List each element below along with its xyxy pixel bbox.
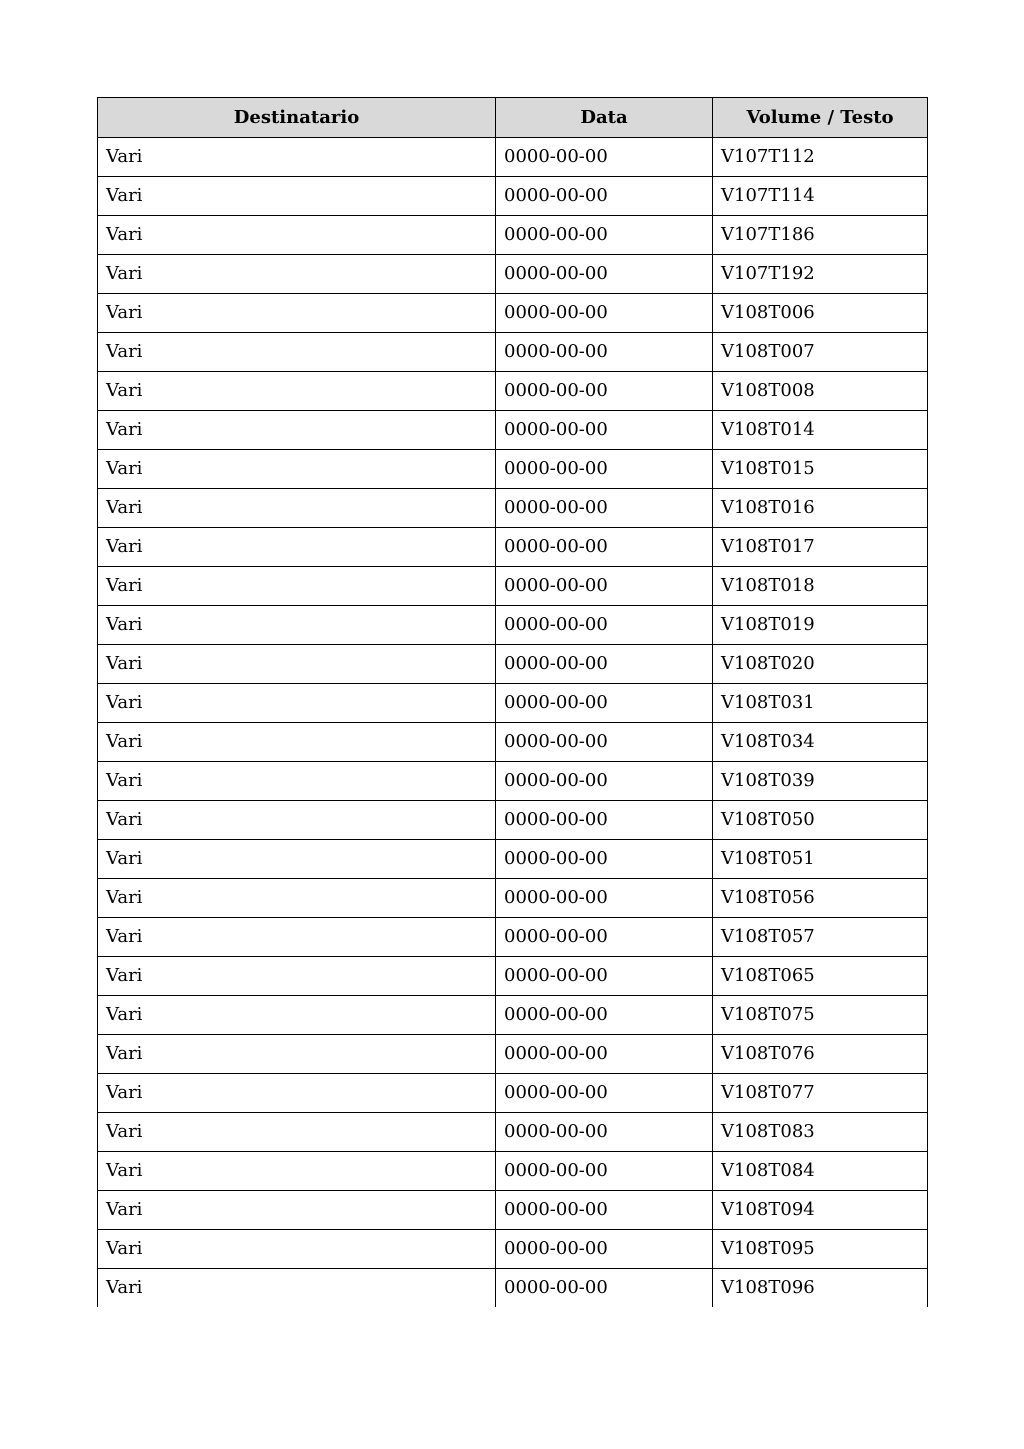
table-row (98, 957, 928, 996)
cell-data: 0000-00-00 (496, 333, 713, 372)
cell-data: 0000-00-00 (496, 489, 713, 528)
cell-volume-testo: V108T076 (713, 1035, 928, 1074)
table-row (98, 294, 928, 333)
table-row (98, 606, 928, 645)
table-row (98, 1074, 928, 1113)
table-row (98, 801, 928, 840)
header-row (98, 98, 928, 138)
cell-volume-testo: V108T095 (713, 1230, 928, 1269)
cell-destinatario: Vari (98, 645, 496, 684)
cell-data: 0000-00-00 (496, 1269, 713, 1308)
cell-destinatario: Vari (98, 684, 496, 723)
cell-destinatario: Vari (98, 1035, 496, 1074)
table-row (98, 489, 928, 528)
cell-destinatario: Vari (98, 918, 496, 957)
cell-destinatario: Vari (98, 333, 496, 372)
cell-destinatario: Vari (98, 606, 496, 645)
cell-data: 0000-00-00 (496, 606, 713, 645)
table-row (98, 255, 928, 294)
cell-destinatario: Vari (98, 489, 496, 528)
column-header-data: Data (496, 98, 713, 138)
table-row (98, 177, 928, 216)
cell-volume-testo: V107T186 (713, 216, 928, 255)
table-row (98, 1230, 928, 1269)
cell-volume-testo: V108T075 (713, 996, 928, 1035)
cell-data: 0000-00-00 (496, 528, 713, 567)
table-row (98, 879, 928, 918)
table-header (98, 98, 928, 138)
table-row (98, 528, 928, 567)
table-row (98, 1152, 928, 1191)
cell-volume-testo: V108T096 (713, 1269, 928, 1308)
cell-data: 0000-00-00 (496, 996, 713, 1035)
cell-volume-testo: V108T015 (713, 450, 928, 489)
records-table (97, 97, 928, 1307)
cell-volume-testo: V108T019 (713, 606, 928, 645)
cell-data: 0000-00-00 (496, 801, 713, 840)
cell-destinatario: Vari (98, 840, 496, 879)
cell-destinatario: Vari (98, 1152, 496, 1191)
cell-destinatario: Vari (98, 567, 496, 606)
cell-destinatario: Vari (98, 957, 496, 996)
cell-destinatario: Vari (98, 801, 496, 840)
table-row (98, 138, 928, 177)
cell-destinatario: Vari (98, 1230, 496, 1269)
cell-data: 0000-00-00 (496, 840, 713, 879)
cell-destinatario: Vari (98, 1113, 496, 1152)
cell-volume-testo: V108T007 (713, 333, 928, 372)
cell-destinatario: Vari (98, 723, 496, 762)
cell-volume-testo: V108T006 (713, 294, 928, 333)
cell-data: 0000-00-00 (496, 918, 713, 957)
table-body (98, 138, 928, 1308)
table-row (98, 216, 928, 255)
cell-data: 0000-00-00 (496, 411, 713, 450)
cell-volume-testo: V108T057 (713, 918, 928, 957)
cell-data: 0000-00-00 (496, 1152, 713, 1191)
table-row (98, 996, 928, 1035)
cell-volume-testo: V108T056 (713, 879, 928, 918)
cell-data: 0000-00-00 (496, 762, 713, 801)
cell-volume-testo: V108T065 (713, 957, 928, 996)
table-row (98, 840, 928, 879)
cell-data: 0000-00-00 (496, 1191, 713, 1230)
cell-data: 0000-00-00 (496, 957, 713, 996)
cell-volume-testo: V108T039 (713, 762, 928, 801)
cell-volume-testo: V107T192 (713, 255, 928, 294)
table-row (98, 567, 928, 606)
cell-destinatario: Vari (98, 1269, 496, 1308)
cell-volume-testo: V108T020 (713, 645, 928, 684)
cell-volume-testo: V108T017 (713, 528, 928, 567)
cell-destinatario: Vari (98, 762, 496, 801)
table-row (98, 411, 928, 450)
cell-data: 0000-00-00 (496, 372, 713, 411)
cell-data: 0000-00-00 (496, 255, 713, 294)
table-row (98, 372, 928, 411)
cell-destinatario: Vari (98, 450, 496, 489)
cell-volume-testo: V108T016 (713, 489, 928, 528)
table-row (98, 450, 928, 489)
cell-data: 0000-00-00 (496, 879, 713, 918)
cell-data: 0000-00-00 (496, 684, 713, 723)
cell-volume-testo: V108T084 (713, 1152, 928, 1191)
cell-data: 0000-00-00 (496, 1230, 713, 1269)
table-row (98, 1113, 928, 1152)
column-header-destinatario: Destinatario (98, 98, 496, 138)
cell-volume-testo: V107T114 (713, 177, 928, 216)
cell-volume-testo: V108T094 (713, 1191, 928, 1230)
cell-destinatario: Vari (98, 372, 496, 411)
cell-volume-testo: V108T077 (713, 1074, 928, 1113)
cell-destinatario: Vari (98, 1074, 496, 1113)
table-row (98, 645, 928, 684)
cell-volume-testo: V108T018 (713, 567, 928, 606)
cell-destinatario: Vari (98, 294, 496, 333)
cell-data: 0000-00-00 (496, 450, 713, 489)
cell-volume-testo: V108T031 (713, 684, 928, 723)
table-row (98, 723, 928, 762)
table-row (98, 1035, 928, 1074)
cell-destinatario: Vari (98, 255, 496, 294)
table-row (98, 333, 928, 372)
cell-data: 0000-00-00 (496, 1113, 713, 1152)
cell-volume-testo: V108T008 (713, 372, 928, 411)
cell-volume-testo: V108T034 (713, 723, 928, 762)
cell-data: 0000-00-00 (496, 723, 713, 762)
cell-destinatario: Vari (98, 1191, 496, 1230)
cell-volume-testo: V108T014 (713, 411, 928, 450)
table-row (98, 1191, 928, 1230)
cell-destinatario: Vari (98, 879, 496, 918)
cell-data: 0000-00-00 (496, 216, 713, 255)
cell-destinatario: Vari (98, 528, 496, 567)
table-row (98, 762, 928, 801)
table-row (98, 1269, 928, 1308)
cell-data: 0000-00-00 (496, 177, 713, 216)
cell-volume-testo: V108T051 (713, 840, 928, 879)
cell-data: 0000-00-00 (496, 645, 713, 684)
cell-volume-testo: V107T112 (713, 138, 928, 177)
cell-data: 0000-00-00 (496, 567, 713, 606)
table-row (98, 684, 928, 723)
cell-data: 0000-00-00 (496, 1035, 713, 1074)
cell-data: 0000-00-00 (496, 294, 713, 333)
cell-destinatario: Vari (98, 138, 496, 177)
cell-volume-testo: V108T083 (713, 1113, 928, 1152)
cell-destinatario: Vari (98, 216, 496, 255)
table-row (98, 918, 928, 957)
cell-data: 0000-00-00 (496, 138, 713, 177)
cell-destinatario: Vari (98, 996, 496, 1035)
cell-destinatario: Vari (98, 411, 496, 450)
cell-volume-testo: V108T050 (713, 801, 928, 840)
cell-data: 0000-00-00 (496, 1074, 713, 1113)
column-header-volume-testo: Volume / Testo (713, 98, 928, 138)
cell-destinatario: Vari (98, 177, 496, 216)
